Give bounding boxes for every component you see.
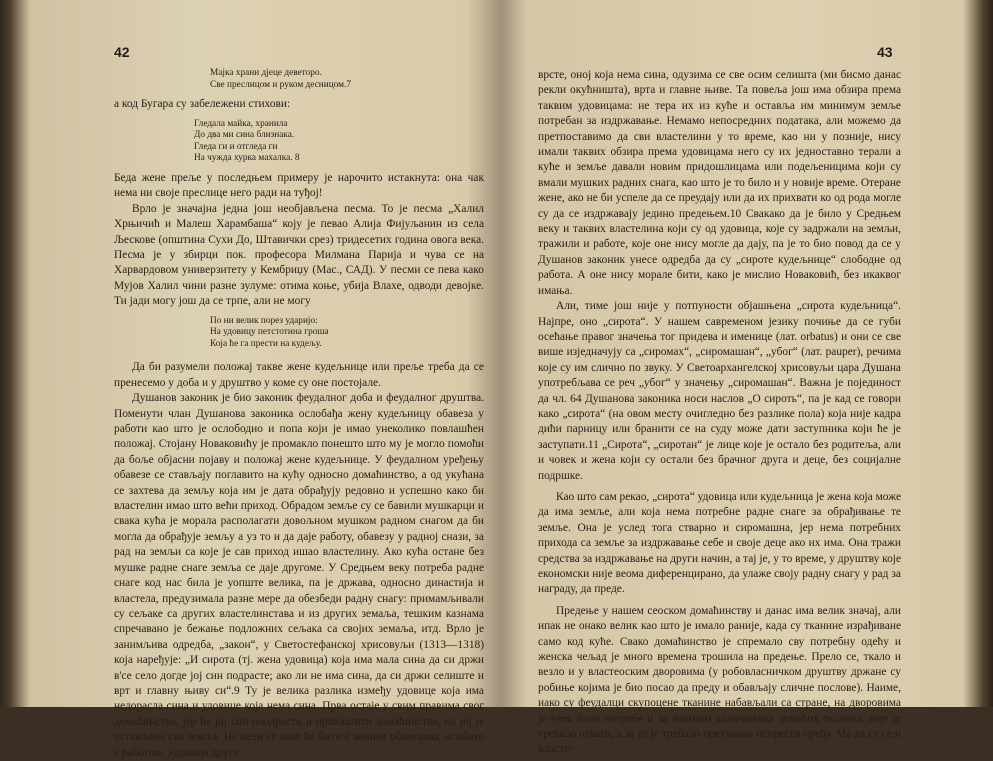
- verse-line: До два ми сина близнака.: [194, 130, 295, 141]
- paragraph: а код Бугара су забележени стихови:: [114, 98, 291, 111]
- paragraph: Душанов законик је био законик феудалног доба и феудалног друштва. Поменути члан Душанова законика ослобађа жену кудељницу обавеза у работи као што је ослободио и попа који је имао унеколико повлашћен положај. Стојану Новаковићу је промакло понешто што му је могло помоћи да боље објасни појаву и положај жене кудељнице. У феудалном уређењу обавезе се стављају поглавито на кућу односно домаћинство, а од укућана се захтева да земљу која им је дата обрађују редовно и успешно како би властелин имао што већи приход. Обрадом земље су се бавили мушкарци и свака кућа је морала располагати довољном мушком радном снагом да би могла да обрађује земљу а уз то и да даје работу, обавезу у радној снази, за рад на земљи са које је сав приход ишао властелину. Ако кућа остане без мушке радне снаге земља се даје другоме. У Средњем веку потреба радне снаге код нас била је уопште велика, па је држава, односно династија и властела, предузимала разне мере да обезбеди радну снагу: примамљивали су сељаке са других властелинстава и из других земаља, тешким казнама спречавано је бежање подложних сељака са својих земаља, итд. Врло је занимљива одредба, „закон“, у Светостефанској хрисовуљи (1313—1318) која наређује: „И сирота (тј. жена удовица) која има мала сина да си држи в'се село догде јој син подрасте; ако ли не има сина, да си држи селиште и врт и главну њиву си“.9 Ту је велика разлика између удовице која има недорасла сина и удовице која нема сина. Прва остаје у свим правима свог домаћинства, јер ће јој син поодрасти и прихватити домаћинство, па јој је остављена сва земља. Не вели се како ће бити с њеним обавезама, особито с работом. Удовици друге: [114, 392, 484, 759]
- verse-line: Гледа ги и отгледа ги: [194, 141, 278, 152]
- verse-block: [210, 316, 484, 351]
- paragraph: Да би разумели положај такве жене кудељнице или прeље треба да се пренесемо у доба и у друштво у коме су оне постојале.: [114, 361, 484, 389]
- verse-line: Која ће га прести на кудељу.: [210, 338, 322, 349]
- verse-block: [194, 119, 484, 165]
- verse-line: Гледала майка, хранила: [194, 118, 288, 129]
- left-page: [22, 0, 490, 759]
- paragraph: Предење у нашем сеоском домаћинству и данас има велик значај, али ипак не онако велик као што је имало раније, када су тканине израђиване само код куће. Свако домаћинство је спремало сву потребну одећу и женска чељад је много времена трошила на предење. Прело се, ткало и везло и у властеоским дворовима (у робовласничком друштву држане су робиње којима је био посао да преду и обављају сличне послове). Наиме, иако су феудалци скупоцене тканине набављали са стране, на дворовима је увек било потребе и за знатним количинама домаћих тканина, које је требало откати, а за то је требало претходно испрести пређу. Ма да су се и власте-: [538, 604, 901, 756]
- paragraph: Али, тиме још није у потпуности објашњена „сирота кудељница“. Најпре, оно „сирота“. У нашем савременом језику почиње да се губи осећање правог значења тог придева и именице (лат. orbatus) и они се све више изједначују са „сиромах“, „сиромашан“, „убог“ (лат. pauper), речима које су им слично по звуку. У Светоархангелској хрисовуљи цара Душана употребљава се реч „убог“ у значењу „сиромашан“. Важна је појединост да чл. 64 Душанова законика носи наслов „О сироть“, па је кад се говори како „сирота“ (на овом месту очигледно без разлике пола) која није кадра дићи парницу или бранити се на суду може дати заступника који ће је заступати.11 „Сирота“, „сиротан“ је лице које је остало без родитеља, али и човек и жена који су остали без брачног друга и деце, без социјалне подршке.: [538, 300, 901, 482]
- page-number: 43: [877, 44, 893, 60]
- paragraph: Врло је значајна једна још необјављена песма. То је песма „Халил Хрњичић и Малеш Харамбаша“ коју је певао Алија Фијуљанин из села Љескове (општина Сухи До, Штавички срез) тридесетих година овога века. Песма је у збирци пок. професора Милмана Парија и чува се на Харвардовом универзитету у Кембриџу (Мас., САД). У песми се пева како Мујов Халил чини разне зулуме: отима коње, убија Влахе, одводи девојке. Ти јади могу још да се трпе, али не могу: [114, 202, 484, 308]
- paragraph: Као што сам рекао, „сирота“ удовица или кудељница је жена која може да има земље, али која нема потребне радне снаге за обрађивање те земље. Она је услед тога стварно и сиромашна, јер нема потребних прихода са земље за издржавање себе и своје деце ако их има. Она тражи средства за издржавање на други начин, а тај је, у то време, у друштву које економски није веома диференцирано, да улаже своју радну снагу у рад за награду, да преде.: [538, 490, 901, 596]
- right-page-text: [538, 68, 901, 758]
- verse-line: По ни велик порез ударијо:: [210, 315, 318, 326]
- page-number: 42: [114, 44, 130, 60]
- paragraph: врсте, оној која нема сина, одузима се све осим селишта (ми бисмо данас рекли окућништа), врта и главне њиве. Та повеља још има обзира према таквим удовицама: не тера их из куће и оставља им минимум земље потребан за издржавање. Немамо непосредних података, али можемо да претпоставимо да сви властелини у то време, као ни у познијe, нису имали таквих обзира према удовицама него су их једноставно терали а куће и земље давали новим придошлицама или подељеницима који су вмали мушких радних снага, као што је то било и у новије време. Отеране жене, ако не би успеле да се преудају или да их прихвати ко од рода могле су да се издржавају једино предењем.10 Свакако да је било у Средњем веку и таквих властелина који су од удовица, које су задржали на земљи, тражили и работе, које оне нису могле да дају, па је то био повод да се у Душанов законик унесе одредба да су „сироте кудељнице“ слободне од работа. А оне нису морале бити, како је мислио Новаковић, без икаквог имања.: [538, 69, 901, 297]
- paragraph: Беда жене преље у последњем примеру је нарочито истакнута: она чак нема ни своје преслице него ради на туђој!: [114, 171, 484, 200]
- verse-line: На удовицу петстотина гроша: [210, 327, 329, 338]
- verse-line: На чужда хурка махалка. 8: [194, 153, 300, 164]
- verse-line: Мајка храни дјеце деветоро.: [210, 68, 322, 78]
- left-page-text: [114, 68, 484, 761]
- right-page: [515, 0, 975, 756]
- verse-line: Све преслицом и руком десницом.7: [210, 79, 352, 90]
- verse-block: [210, 68, 484, 91]
